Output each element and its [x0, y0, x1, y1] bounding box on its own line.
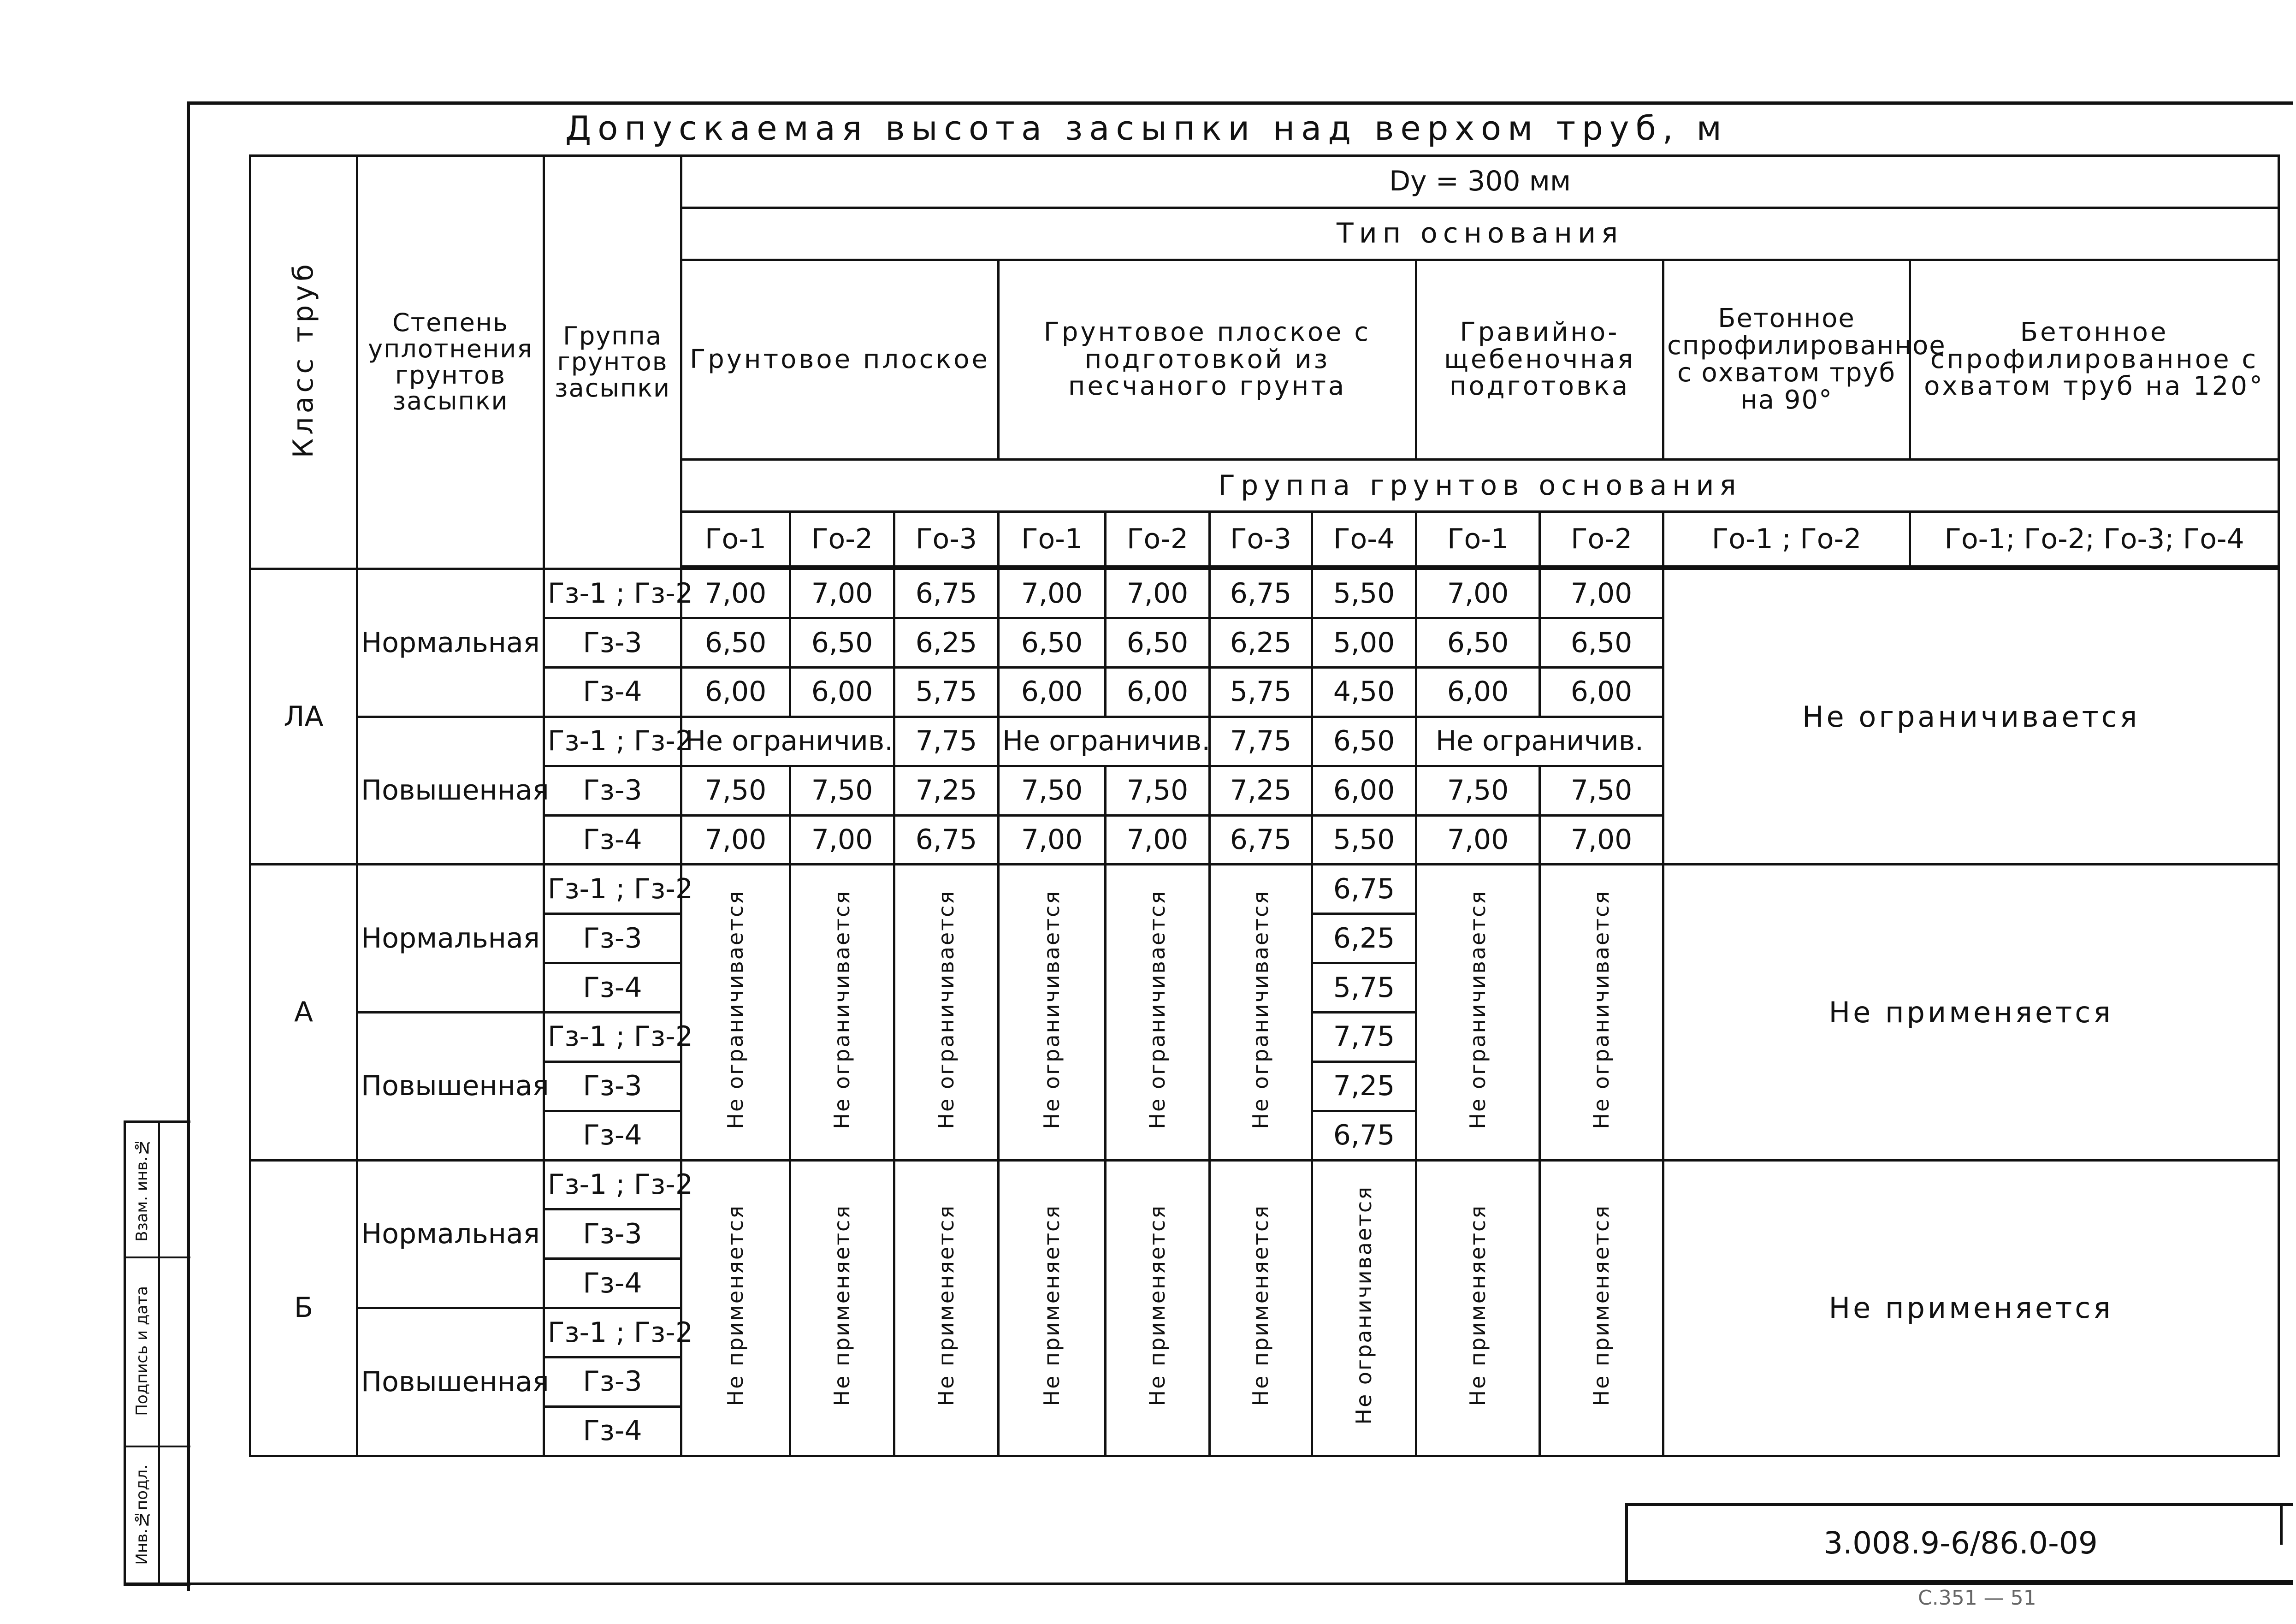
value-cell-unlimited: Не ограничив. [1416, 717, 1663, 766]
value-cell: 6,50 [1106, 618, 1210, 668]
value-cell: 7,00 [1540, 569, 1663, 618]
value-cell: 6,50 [1312, 717, 1416, 766]
value-cell: 6,25 [1210, 618, 1312, 668]
value-cell: 5,00 [1312, 618, 1416, 668]
value-cell: 7,50 [1416, 766, 1540, 815]
value-cell: 7,50 [790, 766, 894, 815]
fill-group-header: Группа грунтов засыпки [544, 156, 681, 569]
fill-gz3: Гз-3 [544, 914, 681, 963]
value-cell: 6,00 [1540, 667, 1663, 717]
base-group-header: Группа грунтов основания [681, 460, 2279, 512]
base-type-concrete-90: Бетонное спрофилированное с охватом труб на 90° [1663, 260, 1910, 460]
b-not-applied-vertical: Не применяется [790, 1160, 894, 1456]
fill-gz4: Гз-4 [544, 815, 681, 865]
fill-gz3: Гз-3 [544, 1357, 681, 1407]
compaction-header: Степень уплотнения грунтов засыпки [357, 156, 544, 569]
fill-gz1-gz2: Гз-1 ; Гз-2 [544, 1308, 681, 1357]
fill-gz1-gz2: Гз-1 ; Гз-2 [544, 1012, 681, 1061]
b-unlimited-vertical: Не ограничивается [1312, 1160, 1416, 1456]
frame-bottom-border [124, 1583, 2293, 1585]
value-cell: 6,25 [894, 618, 999, 668]
fill-gz4: Гз-4 [544, 963, 681, 1013]
group-go2: Го-2 [1106, 512, 1210, 567]
b-not-applied-vertical: Не применяется [999, 1160, 1106, 1456]
fill-gz1-gz2: Гз-1 ; Гз-2 [544, 569, 681, 618]
value-cell: 6,50 [790, 618, 894, 668]
document-code: 3.008.9-6/86.0-09 [1625, 1503, 2293, 1583]
value-cell: 6,00 [790, 667, 894, 717]
fill-gz1-gz2: Гз-1 ; Гз-2 [544, 1160, 681, 1209]
value-cell: 5,75 [894, 667, 999, 717]
group-go1: Го-1 [1416, 512, 1540, 567]
diameter-header: Dу = 300 мм [681, 156, 2279, 208]
fill-gz1-gz2: Гз-1 ; Гз-2 [544, 717, 681, 766]
value-cell: 6,75 [1210, 815, 1312, 865]
b-not-applied-vertical: Не применяется [1540, 1160, 1663, 1456]
base-type-header: Тип основания [681, 207, 2279, 260]
value-cell: 7,00 [790, 815, 894, 865]
value-cell: 7,50 [1106, 766, 1210, 815]
value-cell: 7,50 [681, 766, 790, 815]
compaction-normal: Нормальная [357, 1160, 544, 1308]
stamp-divider [158, 1257, 190, 1258]
value-cell: 7,00 [1106, 815, 1210, 865]
value-cell: 5,50 [1312, 569, 1416, 618]
pipe-class-header: Класс труб [250, 156, 357, 569]
stamp-inv-orig: Инв.№подл. [133, 1464, 151, 1565]
a-concrete-not-applied: Не применяется [1663, 865, 2279, 1160]
value-cell: 6,00 [681, 667, 790, 717]
group-go3: Го-3 [894, 512, 999, 567]
value-cell: 6,00 [999, 667, 1106, 717]
class-la: ЛА [250, 569, 357, 865]
value-cell: 7,75 [894, 717, 999, 766]
sheet-corner-cell [2280, 1503, 2296, 1545]
value-cell: 6,75 [894, 815, 999, 865]
b-concrete-not-applied: Не применяется [1663, 1160, 2279, 1456]
value-cell: 5,50 [1312, 815, 1416, 865]
fill-gz4: Гз-4 [544, 667, 681, 717]
value-cell: 7,25 [1312, 1061, 1416, 1111]
fill-gz4: Гз-4 [544, 1406, 681, 1456]
stamp-replace-inv: Взам. инв.№ [133, 1138, 151, 1242]
value-cell: 6,75 [1312, 1111, 1416, 1160]
b-not-applied-vertical: Не применяется [1210, 1160, 1312, 1456]
value-cell: 6,50 [1416, 618, 1540, 668]
value-cell: 6,75 [1210, 569, 1312, 618]
base-type-gravel: Гравийно-щебеночная подготовка [1416, 260, 1663, 460]
compaction-normal: Нормальная [357, 569, 544, 717]
fill-gz4: Гз-4 [544, 1259, 681, 1308]
stamp-side-block [124, 1120, 190, 1586]
compaction-high: Повышенная [357, 1308, 544, 1456]
group-go1-go4: Го-1; Го-2; Го-3; Го-4 [1910, 512, 2279, 567]
group-go2: Го-2 [790, 512, 894, 567]
b-not-applied-vertical: Не применяется [894, 1160, 999, 1456]
compaction-normal: Нормальная [357, 865, 544, 1013]
value-cell: 6,25 [1312, 914, 1416, 963]
value-cell: 7,00 [1416, 815, 1540, 865]
value-cell: 4,50 [1312, 667, 1416, 717]
sheet-reference: С.351 — 51 [1918, 1586, 2036, 1610]
frame-top-border [187, 101, 2293, 105]
b-not-applied-vertical: Не применяется [1416, 1160, 1540, 1456]
value-cell: 7,00 [999, 569, 1106, 618]
value-cell-unlimited: Не ограничив. [999, 717, 1210, 766]
value-cell: 7,00 [1106, 569, 1210, 618]
compaction-high: Повышенная [357, 1012, 544, 1160]
a-unlimited-vertical: Не ограничивается [1416, 865, 1540, 1160]
page-title: Допускаемая высота засыпки над верхом труб, м [565, 109, 1728, 148]
fill-gz3: Гз-3 [544, 1061, 681, 1111]
value-cell: 6,50 [999, 618, 1106, 668]
value-cell: 7,75 [1312, 1012, 1416, 1061]
value-cell: 5,75 [1210, 667, 1312, 717]
group-go3: Го-3 [1210, 512, 1312, 567]
a-unlimited-vertical: Не ограничивается [894, 865, 999, 1160]
value-cell: 7,00 [681, 569, 790, 618]
class-a: А [250, 865, 357, 1160]
value-cell: 7,00 [1416, 569, 1540, 618]
value-cell: 6,75 [1312, 865, 1416, 914]
value-cell-unlimited: Не ограничив. [681, 717, 894, 766]
a-unlimited-vertical: Не ограничивается [999, 865, 1106, 1160]
value-cell: 5,75 [1312, 963, 1416, 1013]
la-concrete-unlimited: Не ограничивается [1663, 569, 2279, 865]
value-cell: 6,00 [1416, 667, 1540, 717]
base-type-concrete-120: Бетонное спрофилированное с охватом труб на 120° [1910, 260, 2279, 460]
b-not-applied-vertical: Не применяется [681, 1160, 790, 1456]
value-cell: 7,00 [999, 815, 1106, 865]
a-unlimited-vertical: Не ограничивается [790, 865, 894, 1160]
fill-gz3: Гз-3 [544, 766, 681, 815]
class-b: Б [250, 1160, 357, 1456]
group-go1: Го-1 [999, 512, 1106, 567]
compaction-high: Повышенная [357, 717, 544, 865]
value-cell: 6,50 [1540, 618, 1663, 668]
fill-gz1-gz2: Гз-1 ; Гз-2 [544, 865, 681, 914]
value-cell: 6,50 [681, 618, 790, 668]
group-go1: Го-1 [681, 512, 790, 567]
group-go2: Го-2 [1540, 512, 1663, 567]
b-not-applied-vertical: Не применяется [1106, 1160, 1210, 1456]
value-cell: 7,50 [1540, 766, 1663, 815]
value-cell: 7,50 [999, 766, 1106, 815]
group-go1-go2: Го-1 ; Го-2 [1663, 512, 1910, 567]
group-go4: Го-4 [1312, 512, 1416, 567]
base-type-soil-flat: Грунтовое плоское [681, 260, 999, 460]
stamp-divider [158, 1446, 190, 1447]
value-cell: 6,00 [1312, 766, 1416, 815]
a-unlimited-vertical: Не ограничивается [681, 865, 790, 1160]
value-cell: 7,00 [790, 569, 894, 618]
a-unlimited-vertical: Не ограничивается [1540, 865, 1663, 1160]
value-cell: 7,25 [1210, 766, 1312, 815]
base-type-soil-sand-prep: Грунтовое плоское с подготовкой из песчаного грунта [999, 260, 1416, 460]
fill-gz3: Гз-3 [544, 618, 681, 668]
value-cell: 7,00 [1540, 815, 1663, 865]
value-cell: 6,75 [894, 569, 999, 618]
fill-gz3: Гз-3 [544, 1209, 681, 1259]
a-unlimited-vertical: Не ограничивается [1210, 865, 1312, 1160]
value-cell: 7,25 [894, 766, 999, 815]
fill-gz4: Гз-4 [544, 1111, 681, 1160]
value-cell: 6,00 [1106, 667, 1210, 717]
stamp-sign-date: Подпись и дата [133, 1286, 151, 1416]
value-cell: 7,00 [681, 815, 790, 865]
a-unlimited-vertical: Не ограничивается [1106, 865, 1210, 1160]
value-cell: 7,75 [1210, 717, 1312, 766]
backfill-height-table [249, 154, 2280, 1457]
